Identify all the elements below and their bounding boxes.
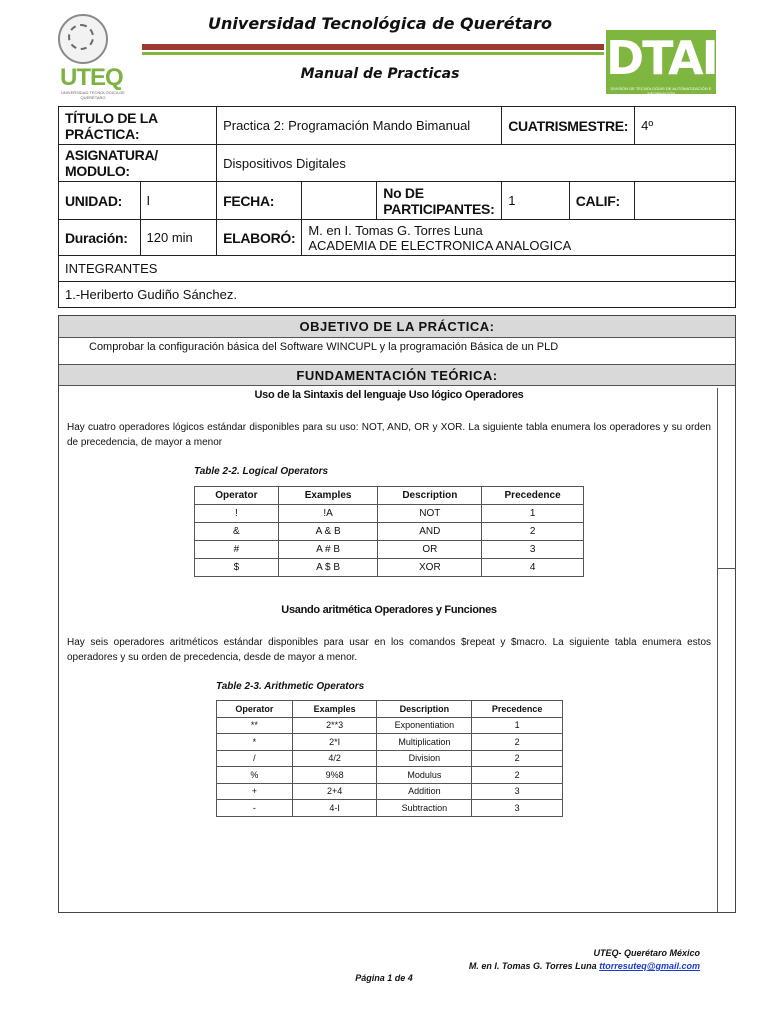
- logical-header: Description: [378, 487, 482, 505]
- arith-table-caption: Table 2-3. Arithmetic Operators: [216, 681, 365, 692]
- table-row: [217, 734, 563, 751]
- cuatrimestre-value: 4º: [635, 107, 736, 145]
- paragraph-logical: Hay cuatro operadores lógicos estándar disponibles para su uso: NOT, AND, OR y XOR. La siguiente tabla enumera los operadores y su orden de precedencia, de mayor a menor: [67, 422, 711, 448]
- table-cell: !: [195, 505, 279, 523]
- table-cell: 3: [482, 541, 584, 559]
- asignatura-label: ASIGNATURA/ MODULO:: [59, 145, 217, 182]
- uteq-logo-text: UTEQ: [60, 64, 123, 91]
- arithmetic-operators-table: [216, 700, 563, 817]
- table-cell: 2: [482, 523, 584, 541]
- table-cell: #: [195, 541, 279, 559]
- elaboro-line-1: M. en I. Tomas G. Torres Luna: [308, 222, 483, 238]
- integrantes-label: INTEGRANTES: [59, 256, 736, 282]
- logical-header: Examples: [278, 487, 378, 505]
- practice-info-table: [58, 106, 736, 308]
- table-cell: 1: [482, 505, 584, 523]
- elaboro-label: ELABORÓ:: [217, 220, 302, 256]
- integrante-1: 1.-Heriberto Gudiño Sánchez.: [59, 282, 736, 308]
- objective-text: Comprobar la configuración básica del Software WINCUPL y la programación Básica de un PLD: [89, 341, 559, 353]
- elaboro-line-2: ACADEMIA DE ELECTRONICA ANALOGICA: [308, 237, 572, 253]
- table-cell: *: [217, 734, 293, 751]
- calif-label: CALIF:: [569, 182, 634, 220]
- arith-header: Examples: [292, 701, 377, 718]
- page-number: Página 1 de 4: [355, 973, 413, 983]
- titulo-value: Practica 2: Programación Mando Bimanual: [217, 107, 502, 145]
- table-cell: +: [217, 783, 293, 800]
- arith-header: Description: [377, 701, 472, 718]
- footer-email-link[interactable]: ttorresuteq@gmail.com: [599, 961, 700, 971]
- paragraph-arithmetic: Hay seis operadores aritméticos estándar disponibles para usar en los comandos $repeat y $macro. La siguiente tabla enumera estos operadores y su orden de precedencia, desde de mayor a menor.: [67, 637, 711, 663]
- calif-value: [635, 182, 736, 220]
- table-cell: 2+4: [292, 783, 377, 800]
- arith-header: Operator: [217, 701, 293, 718]
- table-row: [195, 541, 584, 559]
- university-title: Universidad Tecnológica de Querétaro: [208, 14, 552, 33]
- table-cell: /: [217, 750, 293, 767]
- table-row: [195, 559, 584, 577]
- participantes-label: No DE PARTICIPANTES:: [377, 182, 502, 220]
- table-cell: Modulus: [377, 767, 472, 784]
- right-margin-column: [717, 388, 735, 912]
- table-cell: 2: [472, 750, 563, 767]
- table-cell: Subtraction: [377, 800, 472, 817]
- table-row: [217, 783, 563, 800]
- cuatrimestre-label: CUATRISMESTRE:: [502, 107, 635, 145]
- fecha-label: FECHA:: [217, 182, 302, 220]
- table-cell: 4: [482, 559, 584, 577]
- table-cell: 4-I: [292, 800, 377, 817]
- table-cell: AND: [378, 523, 482, 541]
- footer-author-name: M. en I. Tomas G. Torres Luna: [468, 961, 597, 971]
- practice-content: [58, 315, 736, 913]
- unidad-label: UNIDAD:: [59, 182, 141, 220]
- footer-location: UTEQ- Querétaro México: [593, 948, 700, 958]
- table-cell: 9%8: [292, 767, 377, 784]
- table-cell: 4/2: [292, 750, 377, 767]
- dtai-logo: [606, 30, 716, 94]
- table-cell: NOT: [378, 505, 482, 523]
- manual-title: Manual de Practicas: [300, 66, 460, 82]
- table-cell: 1: [472, 717, 563, 734]
- titulo-label: TÍTULO DE LA PRÁCTICA:: [59, 107, 217, 145]
- dtai-logo-subtext: DIVISIÓN DE TECNOLOGÍAS DE AUTOMATIZACIÓN E INFORMACIÓN: [610, 86, 712, 96]
- objective-heading: OBJETIVO DE LA PRÁCTICA:: [59, 316, 735, 338]
- header-rule-green: [142, 52, 604, 55]
- table-cell: **: [217, 717, 293, 734]
- table-cell: OR: [378, 541, 482, 559]
- table-row: [195, 523, 584, 541]
- table-cell: $: [195, 559, 279, 577]
- table-cell: Addition: [377, 783, 472, 800]
- dtai-logo-text: DTAI: [606, 31, 717, 85]
- seal-icon: [58, 14, 108, 64]
- fecha-value: [302, 182, 377, 220]
- table-cell: A # B: [278, 541, 378, 559]
- table-row: [217, 767, 563, 784]
- table-cell: Division: [377, 750, 472, 767]
- table-row: [195, 505, 584, 523]
- header-rule-red: [142, 44, 604, 50]
- subtitle-arithmetic: Usando aritmética Operadores y Funciones: [281, 604, 497, 616]
- table-cell: 2**3: [292, 717, 377, 734]
- footer-author: [400, 961, 700, 971]
- table-row: [217, 800, 563, 817]
- uteq-logo-subtext: UNIVERSIDAD TECNOLÓGICA DE QUERÉTARO: [61, 90, 125, 100]
- subtitle-logical: Uso de la Sintaxis del lenguaje Uso lógico Operadores: [254, 389, 524, 401]
- table-cell: 3: [472, 783, 563, 800]
- table-cell: 2: [472, 734, 563, 751]
- logical-header: Operator: [195, 487, 279, 505]
- table-cell: 3: [472, 800, 563, 817]
- table-cell: A $ B: [278, 559, 378, 577]
- table-row: [217, 717, 563, 734]
- table-cell: Exponentiation: [377, 717, 472, 734]
- table-cell: 2*I: [292, 734, 377, 751]
- table-cell: Multiplication: [377, 734, 472, 751]
- unidad-value: I: [140, 182, 217, 220]
- logical-table-caption: Table 2-2. Logical Operators: [194, 466, 329, 477]
- participantes-value: 1: [502, 182, 570, 220]
- asignatura-value: Dispositivos Digitales: [217, 145, 736, 182]
- duracion-value: 120 min: [140, 220, 217, 256]
- elaboro-value: [302, 220, 736, 256]
- duracion-label: Duración:: [59, 220, 141, 256]
- theory-heading: FUNDAMENTACIÓN TEÓRICA:: [59, 364, 735, 386]
- table-cell: XOR: [378, 559, 482, 577]
- table-cell: !A: [278, 505, 378, 523]
- arith-header: Precedence: [472, 701, 563, 718]
- logical-header: Precedence: [482, 487, 584, 505]
- table-cell: -: [217, 800, 293, 817]
- table-cell: &: [195, 523, 279, 541]
- table-cell: 2: [472, 767, 563, 784]
- uteq-logo: [58, 14, 128, 100]
- table-cell: %: [217, 767, 293, 784]
- logical-operators-table: [194, 486, 584, 577]
- table-row: [217, 750, 563, 767]
- table-cell: A & B: [278, 523, 378, 541]
